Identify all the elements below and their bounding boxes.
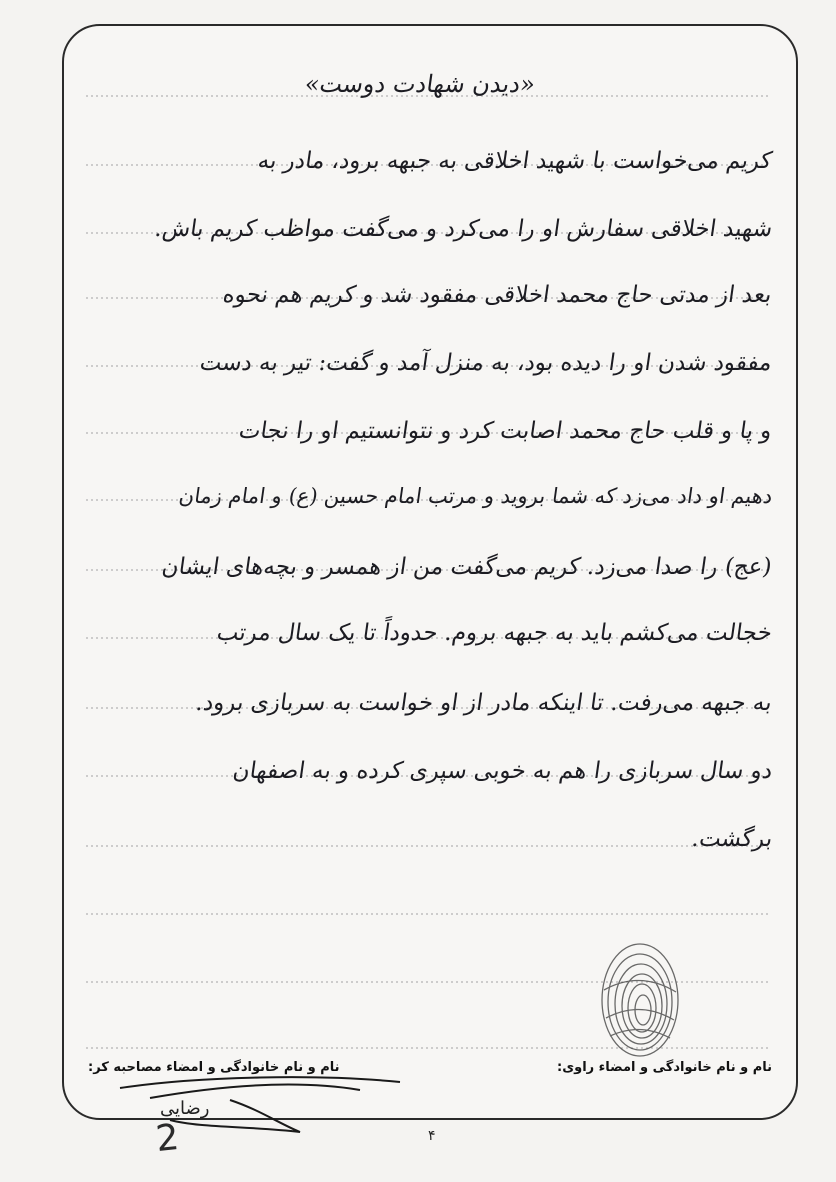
text-line-3: بعد از مدتی حاج محمد اخلاقی مفقود شد و کریم هم نحوه — [221, 282, 774, 308]
text-line-2: شهید اخلاقی سفارش او را می‌کرد و می‌گفت مواظب کریم باش. — [152, 216, 774, 242]
document-title: «دیدن شهادت دوست» — [303, 70, 537, 98]
text-line-8: خجالت می‌کشم باید به جبهه بروم. حدوداً تا یک سال مرتب — [215, 620, 774, 646]
text-line-10: دو سال سربازی را هم به خوبی سپری کرده و به اصفهان — [230, 758, 774, 784]
text-line-11: برگشت. — [689, 826, 774, 852]
narrator-signature-label: نام و نام خانوادگی و امضاء راوی: — [557, 1060, 772, 1075]
text-line-6: دهیم او داد می‌زد که شما بروید و مرتب امام حسین (ع) و امام زمان — [176, 484, 774, 508]
text-line-9: به جبهه می‌رفت. تا اینکه مادر از او خواست به سربازی برود. — [194, 690, 774, 716]
page-number: ۴ — [428, 1128, 436, 1144]
text-line-7: (عج) را صدا می‌زد. کریم می‌گفت من از همسر و بچه‌های ایشان — [160, 554, 774, 580]
text-line-5: و پا و قلب حاج محمد اصابت کرد و نتوانستیم او را نجات — [237, 418, 774, 444]
interviewer-signature-label: نام و نام خانوادگی و امضاء مصاحبه کر: — [88, 1060, 340, 1075]
text-line-4: مفقود شدن او را دیده بود، به منزل آمد و گفت: تیر به دست — [198, 350, 774, 376]
text-line-1: کریم می‌خواست با شهید اخلاقی به جبهه برود، مادر به — [256, 148, 774, 174]
signature-text: رضایی — [160, 1098, 210, 1119]
signature-numeral: 2 — [153, 1116, 181, 1161]
